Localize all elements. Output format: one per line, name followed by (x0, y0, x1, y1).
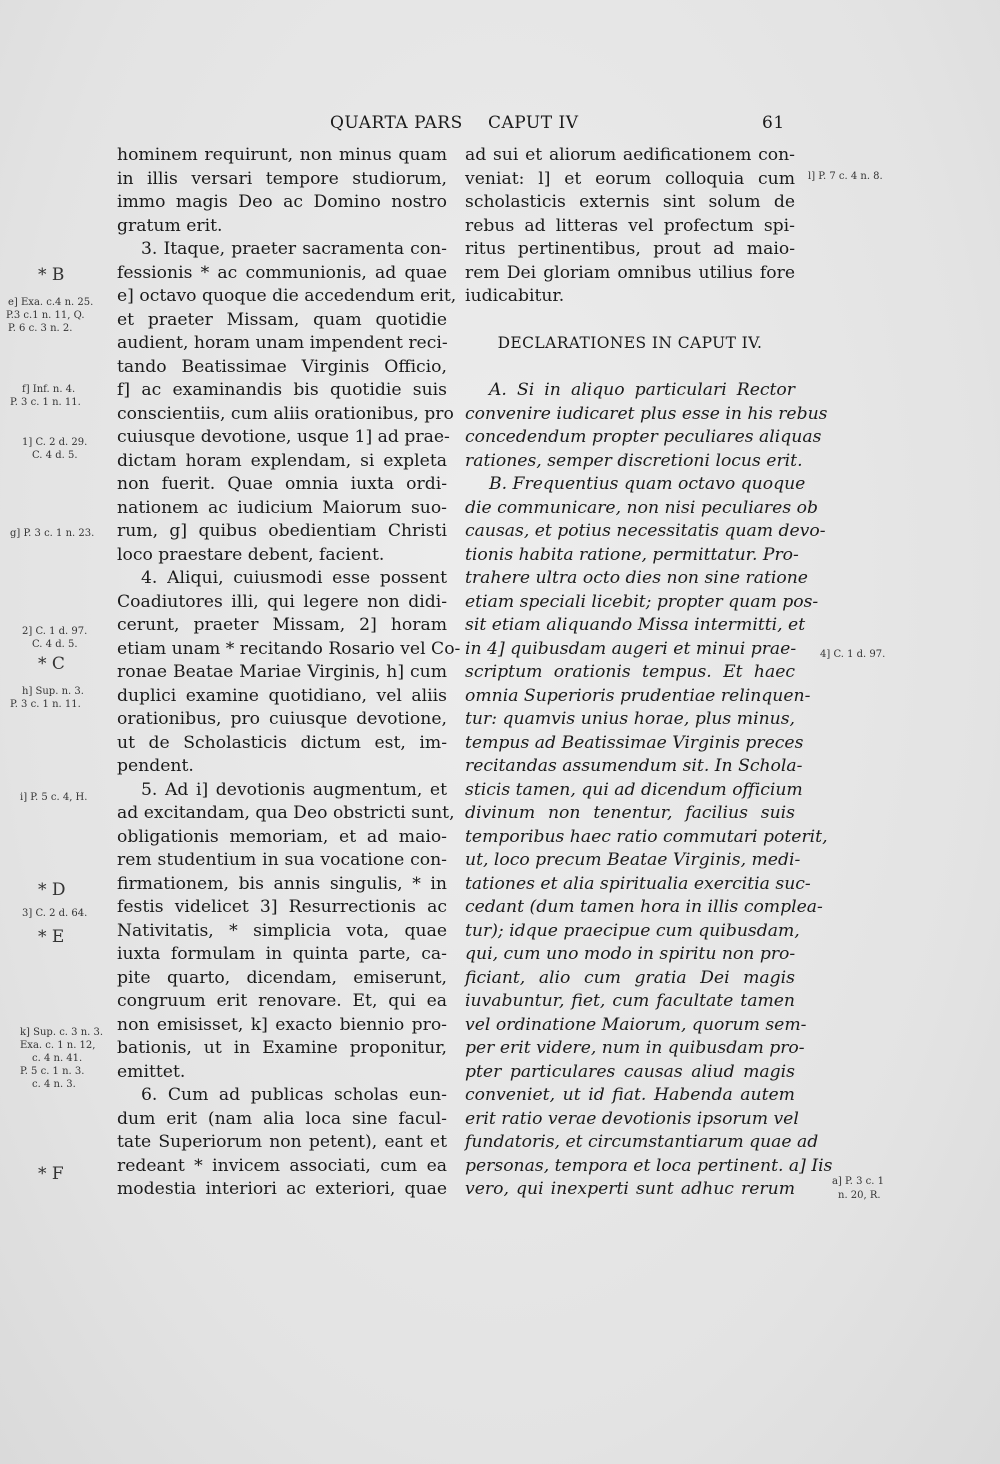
running-header-right: CAPUT IV (488, 113, 579, 133)
margin-note: P. 3 c. 1 n. 11. (10, 699, 81, 710)
text-line: trahere ultra octo dies non sine ratione (465, 568, 808, 588)
text-line: ronae Beatae Mariae Virginis, h] cum (117, 662, 447, 682)
text-line: ad excitandam, qua Deo obstricti sunt, (117, 803, 455, 823)
text-line: festis videlicet 3] Resurrectionis ac (117, 897, 447, 917)
text-line: in 4] quibusdam augeri et minui prae- (465, 638, 797, 659)
margin-note: f] Inf. n. 4. (22, 384, 76, 395)
text-line: 5. Ad i] devotionis augmentum, et (141, 779, 447, 800)
margin-note: 2] C. 1 d. 97. (22, 626, 88, 637)
margin-note: 1] C. 2 d. 29. (22, 437, 88, 448)
text-line: etiam unam * recitando Rosario vel Co- (117, 638, 461, 659)
text-line: convenire iudicaret plus esse in his rebus (465, 403, 828, 424)
text-line: erit ratio verae devotionis ipsorum vel (465, 1108, 799, 1129)
margin-note-right: a] P. 3 c. 1 (832, 1176, 884, 1187)
text-line: non fuerit. Quae omnia iuxta ordi- (117, 474, 447, 494)
text-line: per erit videre, num in quibusdam pro- (465, 1038, 805, 1058)
margin-note: i] P. 5 c. 4, H. (20, 792, 88, 803)
text-line: in illis versari tempore studiorum, (117, 168, 447, 189)
page-number: 61 (762, 113, 785, 133)
running-header-left: QUARTA PARS (330, 113, 463, 133)
text-line: vero, qui inexperti sunt adhuc rerum (465, 1179, 795, 1199)
margin-star-e: * E (38, 927, 65, 947)
text-line: ut de Scholasticis dictum est, im- (117, 732, 447, 753)
text-line: sit etiam aliquando Missa intermitti, et (465, 615, 806, 635)
text-line: ut, loco precum Beatae Virginis, medi- (465, 850, 801, 870)
text-line: dum erit (nam alia loca sine facul- (117, 1108, 447, 1129)
text-line: ficiant, alio cum gratia Dei magis (465, 967, 795, 988)
text-line: dictam horam explendam, si expleta (117, 450, 447, 471)
text-line: temporibus haec ratio commutari poterit, (465, 826, 828, 847)
text-line: obligationis memoriam, et ad maio- (117, 826, 447, 847)
text-line: emittet. (117, 1061, 186, 1082)
text-line: cedant (dum tamen hora in illis complea- (465, 897, 823, 917)
section-heading: DECLARATIONES IN CAPUT IV. (497, 334, 763, 352)
text-line: scholasticis externis sint solum de (465, 192, 795, 212)
text-line: rationes, semper discretioni locus erit. (465, 450, 803, 471)
text-line: cerunt, praeter Missam, 2] horam (117, 615, 447, 635)
margin-note: P.3 c.1 n. 11, Q. (6, 310, 85, 321)
text-line: tando Beatissimae Virginis Officio, (117, 356, 447, 377)
text-line: recitandas assumendum sit. In Schola- (465, 756, 803, 776)
margin-note: C. 4 d. 5. (32, 639, 78, 650)
text-line: rum, g] quibus obedientiam Christi (117, 521, 447, 541)
text-line: gratum erit. (117, 215, 223, 236)
text-line: rebus ad litteras vel profectum spi- (465, 215, 795, 236)
text-line: qui, cum uno modo in spiritu non pro- (465, 944, 796, 964)
text-line: ad sui et aliorum aedificationem con- (465, 145, 795, 165)
margin-note: C. 4 d. 5. (32, 450, 78, 461)
text-line: et praeter Missam, quam quotidie (117, 309, 447, 330)
text-line: orationibus, pro cuiusque devotione, (117, 709, 447, 729)
text-line: fundatoris, et circumstantiarum quae ad (465, 1132, 819, 1152)
text-line: tur); idque praecipue cum quibusdam, (465, 920, 800, 941)
margin-note: P. 6 c. 3 n. 2. (8, 323, 73, 334)
margin-note: c. 4 n. 3. (32, 1079, 76, 1090)
text-line: e] octavo quoque die accedendum erit, (117, 286, 457, 306)
text-line: causas, et potius necessitatis quam devo- (465, 521, 826, 541)
text-line: modestia interiori ac exteriori, quae (117, 1179, 447, 1199)
text-line: non emisisset, k] exacto biennio pro- (117, 1014, 447, 1035)
margin-note-right: 4] C. 1 d. 97. (820, 649, 886, 660)
margin-note: Exa. c. 1 n. 12, (20, 1040, 96, 1051)
text-line: hominem requirunt, non minus quam (117, 145, 447, 165)
text-line: vel ordinatione Maiorum, quorum sem- (465, 1014, 807, 1035)
text-line: 6. Cum ad publicas scholas eun- (141, 1085, 447, 1105)
text-line: die communicare, non nisi peculiares ob (465, 497, 818, 518)
text-line: tionis habita ratione, permittatur. Pro- (465, 544, 799, 565)
text-line: 3. Itaque, praeter sacramenta con- (141, 239, 447, 259)
margin-note: h] Sup. n. 3. (22, 686, 84, 697)
margin-star-c: * C (38, 654, 65, 674)
text-line: tationes et alia spiritualia exercitia suc- (465, 873, 811, 894)
text-line: tate Superiorum non petent), eant et (117, 1132, 447, 1152)
blank-line (465, 356, 795, 380)
text-line: congruum erit renovare. Et, qui ea (117, 991, 447, 1011)
blank-line (465, 309, 795, 333)
text-line: tur: quamvis unius horae, plus minus, (465, 709, 795, 729)
text-line: rem Dei gloriam omnibus utilius fore (465, 262, 795, 283)
margin-note: c. 4 n. 41. (32, 1053, 83, 1064)
text-line: B. Frequentius quam octavo quoque (489, 474, 806, 494)
text-line: sticis tamen, qui ad dicendum officium (465, 779, 803, 800)
text-line: pter particulares causas aliud magis (465, 1061, 795, 1082)
text-line: conveniet, ut id fiat. Habenda autem (465, 1085, 795, 1105)
text-line: A. Si in aliquo particulari Rector (489, 380, 795, 400)
text-line: etiam speciali licebit; propter quam pos- (465, 591, 819, 612)
text-line: veniat: l] et eorum colloquia cum (465, 168, 795, 189)
text-line: loco praestare debent, facient. (117, 544, 385, 565)
margin-star-d: * D (38, 880, 66, 900)
margin-note: 3] C. 2 d. 64. (22, 908, 88, 919)
text-line: Nativitatis, * simplicia vota, quae (117, 920, 447, 941)
text-line: scriptum orationis tempus. Et haec (465, 662, 795, 682)
margin-note: k] Sup. c. 3 n. 3. (20, 1027, 104, 1038)
text-line: conscientiis, cum aliis orationibus, pro (117, 403, 454, 424)
text-line: 4. Aliqui, cuiusmodi esse possent (141, 568, 447, 588)
margin-star-f: * F (38, 1164, 64, 1184)
text-line: nationem ac iudicium Maiorum suo- (117, 497, 447, 518)
text-line: firmationem, bis annis singulis, * in (117, 873, 447, 894)
margin-star-b: * B (38, 265, 65, 285)
text-line: concedendum propter peculiares aliquas (465, 427, 822, 447)
margin-note: e] Exa. c.4 n. 25. (8, 297, 94, 308)
text-line: Coadiutores illi, qui legere non didi- (117, 591, 447, 612)
margin-note: P. 3 c. 1 n. 11. (10, 397, 81, 408)
text-line: tempus ad Beatissimae Virginis preces (465, 732, 804, 753)
margin-note: P. 5 c. 1 n. 3. (20, 1066, 85, 1077)
right-text-column (465, 144, 833, 1202)
text-line: pendent. (117, 756, 194, 776)
text-line: redeant * invicem associati, cum ea (117, 1155, 447, 1176)
text-line: fessionis * ac communionis, ad quae (117, 262, 447, 283)
margin-note-right: l] P. 7 c. 4 n. 8. (808, 171, 883, 182)
text-line: cuiusque devotione, usque 1] ad prae- (117, 427, 450, 447)
text-line: audient, horam unam impendent reci- (117, 333, 448, 353)
text-line: immo magis Deo ac Domino nostro (117, 192, 447, 212)
text-line: iudicabitur. (465, 286, 565, 306)
text-line: rem studentium in sua vocatione con- (117, 850, 447, 870)
text-line: pite quarto, dicendam, emiserunt, (117, 967, 447, 988)
text-line: f] ac examinandis bis quotidie suis (117, 380, 447, 400)
text-line: omnia Superioris prudentiae relinquen- (465, 685, 811, 706)
left-text-column (117, 144, 461, 1202)
margin-note-right: n. 20, R. (838, 1190, 881, 1201)
text-line: ritus pertinentibus, prout ad maio- (465, 239, 795, 259)
text-line: personas, tempora et loca pertinent. a] Iis (465, 1155, 833, 1176)
text-line: bationis, ut in Examine proponitur, (117, 1038, 447, 1058)
text-line: divinum non tenentur, facilius suis (465, 803, 795, 823)
text-line: duplici examine quotidiano, vel aliis (117, 685, 447, 706)
text-line: iuxta formulam in quinta parte, ca- (117, 944, 447, 964)
text-line: iuvabuntur, fiet, cum facultate tamen (465, 991, 795, 1011)
margin-note: g] P. 3 c. 1 n. 23. (10, 528, 95, 539)
